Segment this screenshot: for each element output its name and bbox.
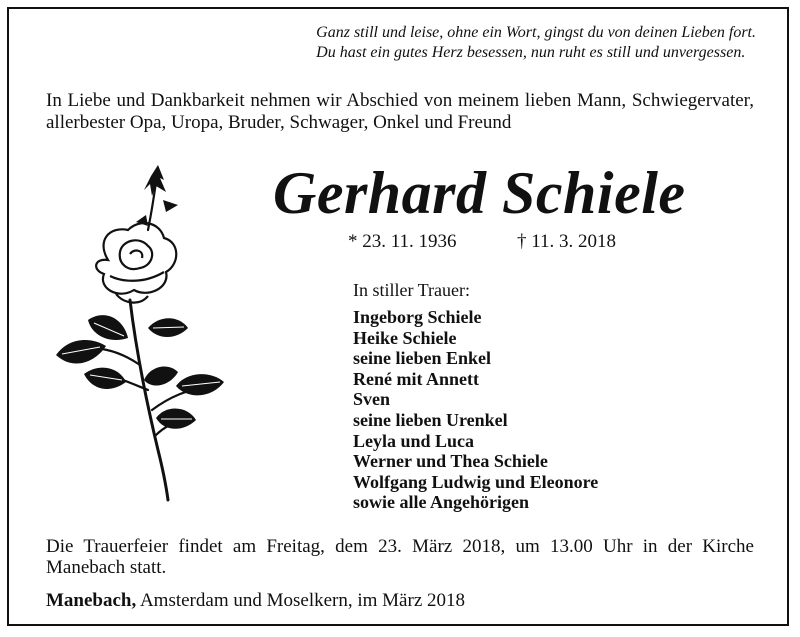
mourners-list xyxy=(353,307,598,513)
rose-icon xyxy=(48,160,233,505)
list-item: Leyla und Luca xyxy=(353,430,475,451)
list-item: seine lieben Urenkel xyxy=(353,409,508,430)
list-item: Sven xyxy=(353,389,391,410)
mourning-heading: In stiller Trauer: xyxy=(353,280,470,300)
motto-line-2: Du hast ein gutes Herz besessen, nun ruht es still und unvergessen. xyxy=(316,44,746,61)
list-item: seine lieben Enkel xyxy=(353,348,492,369)
list-item: sowie alle Angehörigen xyxy=(353,492,529,513)
place-date-line xyxy=(46,590,465,612)
death-date: † 11. 3. 2018 xyxy=(517,231,617,252)
list-item: Ingeborg Schiele xyxy=(353,307,482,327)
list-item: René mit Annett xyxy=(353,368,479,389)
list-item: Wolfgang Ludwig und Eleonore xyxy=(353,471,599,492)
motto-verse xyxy=(316,23,756,63)
funeral-info: Die Trauerfeier findet am Freitag, dem 23. März 2018, um 13.00 Uhr in der Kirche Manebach statt. xyxy=(46,536,754,578)
motto-line-1: Ganz still und leise, ohne ein Wort, gingst du von deinen Lieben fort. xyxy=(316,24,756,41)
place-rest: Amsterdam und Moselkern, im März 2018 xyxy=(136,590,466,611)
deceased-name: Gerhard Schiele xyxy=(273,160,686,226)
place-town: Manebach, xyxy=(46,590,137,611)
list-item: Heike Schiele xyxy=(353,327,457,348)
intro-text: In Liebe und Dankbarkeit nehmen wir Abschied von meinem lieben Mann, Schwiegervater, allerbester Opa, Uropa, Bruder, Schwager, Onkel und Freund xyxy=(46,90,754,133)
birth-date: * 23. 11. 1936 xyxy=(348,231,457,252)
list-item: Werner und Thea Schiele xyxy=(353,451,548,472)
